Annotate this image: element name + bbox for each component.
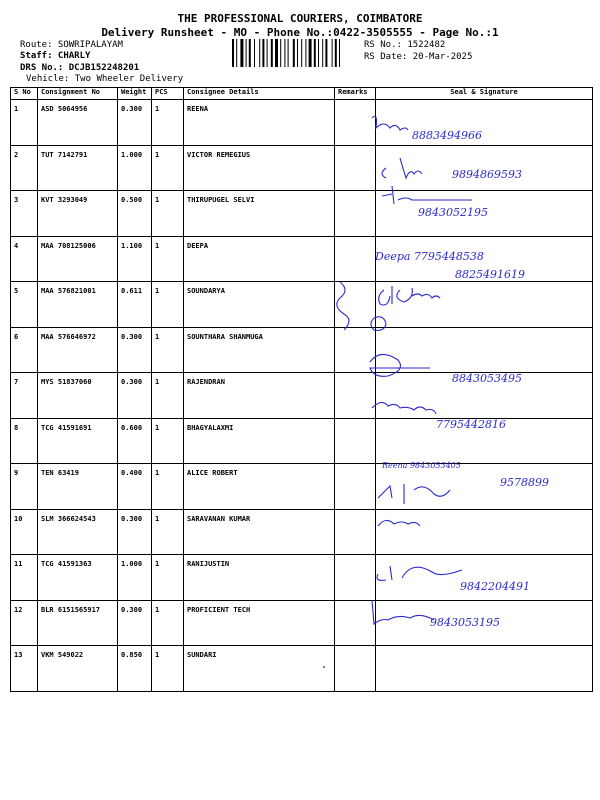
table-row [11, 373, 593, 419]
sno-cell: 1 [11, 100, 38, 146]
remarks-cell [335, 145, 376, 191]
consignment-cell: TEN 63419 [38, 464, 118, 510]
consignment-cell: SLM 366624543 [38, 509, 118, 555]
staff-label: Staff: CHARLY [20, 51, 91, 61]
table-header-row [11, 88, 593, 100]
barcode-bar [262, 39, 264, 67]
barcode-bar [280, 39, 281, 67]
route-label: Route: SOWRIPALAYAM [20, 40, 123, 50]
signature-phone: Deepa 7795448538 [375, 250, 484, 263]
barcode-bar [297, 39, 298, 67]
sno-cell: 7 [11, 373, 38, 419]
signature-cell [376, 555, 593, 601]
pcs-cell: 1 [152, 555, 184, 601]
remarks-cell [335, 646, 376, 692]
weight-cell: 0.300 [118, 600, 152, 646]
remarks-cell [335, 418, 376, 464]
weight-cell: 0.850 [118, 646, 152, 692]
table-row [11, 100, 593, 146]
remarks-cell [335, 555, 376, 601]
signature-cell [376, 100, 593, 146]
column-header: Remarks [335, 88, 376, 100]
barcode-bar [322, 39, 323, 67]
table-row [11, 236, 593, 282]
barcode-bar [259, 39, 260, 67]
signature-cell [376, 646, 593, 692]
consignee-cell: RANIJUSTIN [184, 555, 335, 601]
sno-cell: 2 [11, 145, 38, 191]
barcode-bar [332, 39, 333, 67]
remarks-cell [335, 327, 376, 373]
table-row [11, 418, 593, 464]
table-row [11, 600, 593, 646]
signature-phone: 9842204491 [460, 580, 530, 593]
signature-cell [376, 418, 593, 464]
barcode-bar [305, 39, 306, 67]
barcode-image [232, 39, 357, 67]
consignment-cell: VKM 549022 [38, 646, 118, 692]
remarks-cell [335, 236, 376, 282]
barcode-bar [236, 39, 237, 67]
signature-cell [376, 236, 593, 282]
weight-cell: 0.300 [118, 373, 152, 419]
consignment-cell: ASD 5064956 [38, 100, 118, 146]
signature-phone: 9843052195 [418, 206, 488, 219]
consignee-cell: RAJENDRAN [184, 373, 335, 419]
weight-cell: 0.300 [118, 327, 152, 373]
weight-cell: 1.100 [118, 236, 152, 282]
barcode-bar [232, 39, 234, 67]
signature-phone: 7795442816 [436, 418, 506, 431]
consignee-cell: DEEPA [184, 236, 335, 282]
weight-cell: 0.500 [118, 191, 152, 237]
consignee-cell: SUNDARI [184, 646, 335, 692]
consignee-cell: SARAVANAN KUMAR [184, 509, 335, 555]
sno-cell: 12 [11, 600, 38, 646]
sno-cell: 8 [11, 418, 38, 464]
signature-cell [376, 191, 593, 237]
table-row [11, 464, 593, 510]
vehicle-label: Vehicle: Two Wheeler Delivery [26, 74, 184, 84]
pcs-cell: 1 [152, 327, 184, 373]
consignment-cell: TCG 41591691 [38, 418, 118, 464]
barcode-bar [275, 39, 278, 67]
runsheet-table [10, 87, 593, 692]
column-header: Consignee Details [184, 88, 335, 100]
weight-cell: 1.000 [118, 555, 152, 601]
weight-cell: 1.000 [118, 145, 152, 191]
barcode-bar [271, 39, 273, 67]
runsheet-subtitle: Delivery Runsheet - MO - Phone No.:0422-3505555 - Page No.:1 [101, 26, 499, 39]
column-header: S No [11, 88, 38, 100]
sno-cell: 13 [11, 646, 38, 692]
weight-cell: 0.300 [118, 100, 152, 146]
consignee-cell: SOUNDARYA [184, 282, 335, 328]
remarks-cell [335, 464, 376, 510]
drs-label: DRS No.: DCJB152248201 [20, 63, 140, 73]
pcs-cell: 1 [152, 373, 184, 419]
consignment-cell: TCG 41591363 [38, 555, 118, 601]
barcode-bar [314, 39, 316, 67]
pcs-cell: 1 [152, 509, 184, 555]
signature-cell [376, 464, 593, 510]
consignee-cell: VICTOR REMEGIUS [184, 145, 335, 191]
consignee-cell: REENA [184, 100, 335, 146]
signature-phone: Reena 9843053405 [382, 461, 461, 470]
sno-cell: 6 [11, 327, 38, 373]
remarks-cell [335, 600, 376, 646]
rs-date: RS Date: 20-Mar-2025 [364, 52, 473, 62]
pcs-cell: 1 [152, 282, 184, 328]
pcs-cell: 1 [152, 418, 184, 464]
barcode-bar [293, 39, 295, 67]
barcode-bar [267, 39, 268, 67]
weight-cell: 0.400 [118, 464, 152, 510]
remarks-cell [335, 373, 376, 419]
consignment-cell: BLR 6151565917 [38, 600, 118, 646]
sno-cell: 11 [11, 555, 38, 601]
pcs-cell: 1 [152, 236, 184, 282]
table-row [11, 327, 593, 373]
barcode-bar [325, 39, 327, 67]
signature-cell [376, 509, 593, 555]
consignment-cell: MAA 576646972 [38, 327, 118, 373]
sno-cell: 5 [11, 282, 38, 328]
column-header: PCS [152, 88, 184, 100]
column-header: Weight [118, 88, 152, 100]
remarks-cell [335, 191, 376, 237]
barcode-bar [240, 39, 243, 67]
column-header: Seal & Signature [376, 88, 593, 100]
table-row [11, 509, 593, 555]
signature-phone: 8825491619 [455, 268, 525, 281]
consignee-cell: ALICE ROBERT [184, 464, 335, 510]
barcode-bar [246, 39, 247, 67]
sno-cell: 4 [11, 236, 38, 282]
table-row [11, 191, 593, 237]
consignee-cell: SOUNTHARA SHANMUGA [184, 327, 335, 373]
consignment-cell: KVT 3293049 [38, 191, 118, 237]
rs-number: RS No.: 1522482 [364, 40, 446, 50]
signature-phone: 8843053495 [452, 372, 522, 385]
consignment-cell: MAA 576821001 [38, 282, 118, 328]
pcs-cell: 1 [152, 191, 184, 237]
consignee-cell: THIRUPUGEL SELVI [184, 191, 335, 237]
remarks-cell [335, 509, 376, 555]
barcode-bar [249, 39, 251, 67]
barcode-bar [288, 39, 289, 67]
barcode-bar [254, 39, 255, 67]
barcode-bar [309, 39, 312, 67]
table-row [11, 555, 593, 601]
scan-speck [323, 666, 325, 668]
pcs-cell: 1 [152, 100, 184, 146]
table-row [11, 145, 593, 191]
table-row [11, 646, 593, 692]
signature-cell [376, 327, 593, 373]
consignment-cell: TUT 7142791 [38, 145, 118, 191]
pcs-cell: 1 [152, 646, 184, 692]
remarks-cell [335, 282, 376, 328]
signature-phone: 9894869593 [452, 168, 522, 181]
page-title: THE PROFESSIONAL COURIERS, COIMBATORE [177, 12, 423, 25]
signature-phone: 8883494966 [412, 129, 482, 142]
column-header: Consignment No [38, 88, 118, 100]
consignee-cell: BHAGYALAXMI [184, 418, 335, 464]
pcs-cell: 1 [152, 464, 184, 510]
weight-cell: 0.600 [118, 418, 152, 464]
sno-cell: 10 [11, 509, 38, 555]
signature-cell [376, 373, 593, 419]
signature-cell [376, 600, 593, 646]
sno-cell: 9 [11, 464, 38, 510]
remarks-cell [335, 100, 376, 146]
barcode-bar [301, 39, 302, 67]
consignment-cell: MAA 708125006 [38, 236, 118, 282]
consignee-cell: PROFICIENT TECH [184, 600, 335, 646]
barcode-bar [335, 39, 337, 67]
signature-phone: 9578899 [500, 476, 549, 489]
sno-cell: 3 [11, 191, 38, 237]
table-row [11, 282, 593, 328]
weight-cell: 0.300 [118, 509, 152, 555]
pcs-cell: 1 [152, 145, 184, 191]
barcode-bar [339, 39, 340, 67]
signature-phone: 9843053195 [430, 616, 500, 629]
weight-cell: 0.611 [118, 282, 152, 328]
signature-cell [376, 145, 593, 191]
pcs-cell: 1 [152, 600, 184, 646]
barcode-bar [284, 39, 285, 67]
barcode-bar [318, 39, 319, 67]
signature-cell [376, 282, 593, 328]
consignment-cell: MYS 51837060 [38, 373, 118, 419]
